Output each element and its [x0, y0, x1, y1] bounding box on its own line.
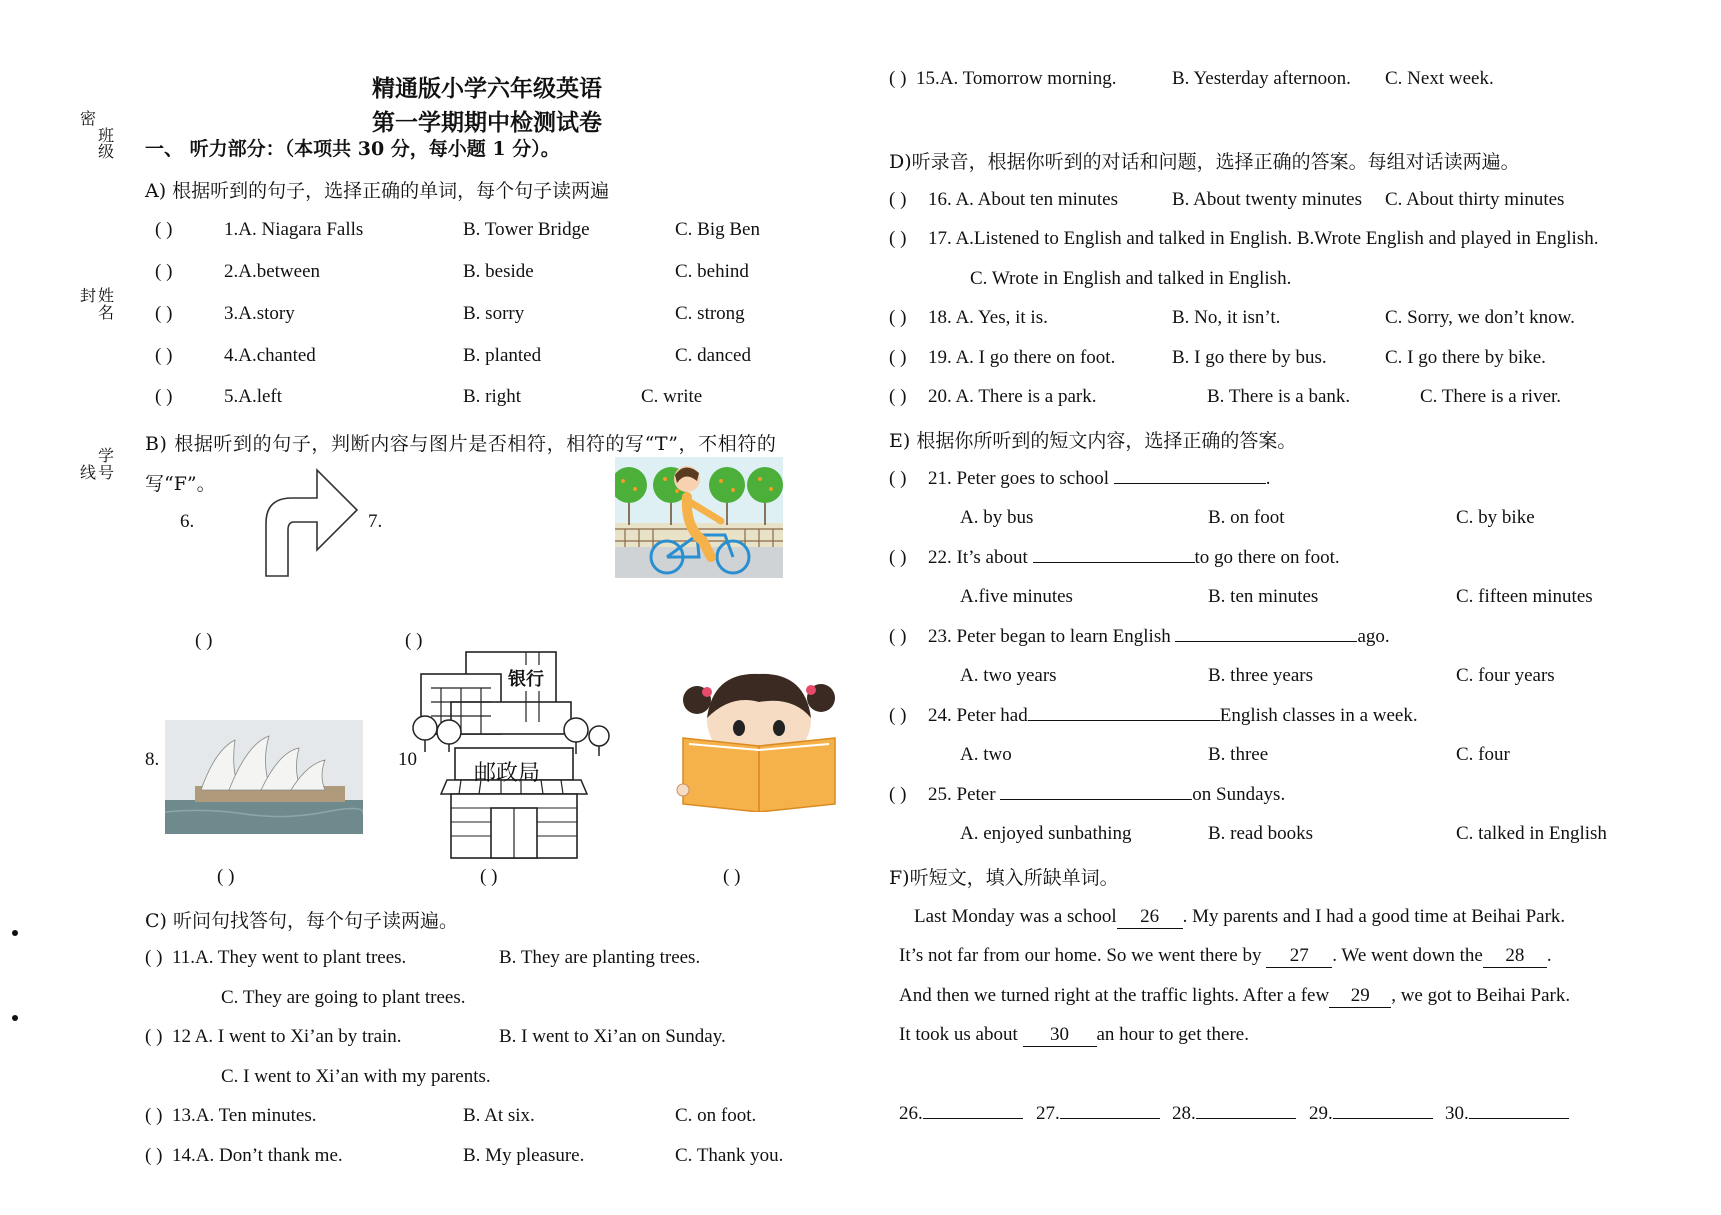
q24-option-b: B. three — [1208, 744, 1269, 765]
q25-blank[interactable] — [1000, 799, 1192, 800]
margin-dot-2 — [12, 1015, 18, 1021]
q3-option-a: 3.A.story — [224, 303, 295, 324]
q18-paren[interactable]: ( ) — [889, 307, 907, 328]
q5-option-c: C. write — [641, 386, 703, 407]
q17-options-ab: 17. A.Listened to English and talked in English. B.Wrote English and played in English. — [928, 228, 1599, 249]
b-num-8: 8. — [145, 749, 160, 770]
b-num-10: 10 — [398, 749, 417, 770]
passage-line-2 — [899, 945, 1552, 968]
q24-paren[interactable]: ( ) — [889, 705, 907, 726]
margin-ban: 班 — [98, 126, 115, 145]
margin-feng: 封 — [80, 286, 97, 305]
girl-riding-bike-picture — [615, 457, 783, 578]
answer-label-28: 28. — [1172, 1103, 1196, 1124]
q22-option-c: C. fifteen minutes — [1456, 586, 1593, 607]
q20-option-c: C. There is a river. — [1420, 386, 1562, 407]
q15-option-b: B. Yesterday afternoon. — [1172, 68, 1351, 89]
q24-option-c: C. four — [1456, 744, 1510, 765]
q5-option-a: 5.A.left — [224, 386, 283, 407]
answer-blank-29[interactable] — [1333, 1118, 1433, 1119]
blank-26[interactable]: 26 — [1117, 906, 1183, 929]
answer-blank-27[interactable] — [1060, 1118, 1160, 1119]
q14-option-b: B. My pleasure. — [463, 1145, 585, 1166]
passage-text: . — [1546, 945, 1552, 966]
answer-label-27: 27. — [1036, 1103, 1060, 1124]
q2-option-b: B. beside — [463, 261, 534, 282]
q16-option-b: B. About twenty minutes — [1172, 189, 1362, 210]
q22-text-end: to go there on foot. — [1194, 547, 1340, 568]
q24-text-end: English classes in a week. — [1219, 705, 1418, 726]
q21-question — [928, 468, 1271, 490]
answer-blank-26[interactable] — [923, 1118, 1023, 1119]
passage-text: It’s not far from our home. So we went there by — [899, 945, 1267, 966]
margin-dot-1 — [12, 930, 18, 936]
answer-label-26: 26. — [899, 1103, 923, 1124]
q20-option-a: 20. A. There is a park. — [928, 386, 1097, 407]
b-paren-7[interactable]: ( ) — [405, 630, 423, 651]
q13-paren[interactable]: ( ) — [145, 1105, 163, 1126]
q25-text: 25. Peter — [928, 784, 1001, 805]
part-c-instruction: C) 听问句找答句，每个句子读两遍。 — [145, 910, 458, 932]
part-b-instruction-2: 写“F”。 — [145, 473, 216, 495]
q25-option-c: C. talked in English — [1456, 823, 1607, 844]
q14-option-c: C. Thank you. — [675, 1145, 784, 1166]
q23-option-c: C. four years — [1456, 665, 1555, 686]
q5-paren[interactable]: ( ) — [155, 386, 173, 407]
q3-option-c: C. strong — [675, 303, 745, 324]
q21-option-b: B. on foot — [1208, 507, 1285, 528]
turn-right-arrow-icon — [262, 468, 362, 578]
title-line-2: 第一学期期中检测试卷 — [372, 109, 602, 136]
passage-text: an hour to get there. — [1096, 1024, 1249, 1045]
q4-option-b: B. planted — [463, 345, 542, 366]
passage-line-1 — [914, 906, 1565, 929]
q18-option-b: B. No, it isn’t. — [1172, 307, 1281, 328]
margin-xing: 姓 — [98, 286, 115, 305]
q25-paren[interactable]: ( ) — [889, 784, 907, 805]
bank-sign: 银行 — [508, 665, 544, 691]
part-d-instruction: D)听录音，根据你听到的对话和问题，选择正确的答案。每组对话读两遍。 — [889, 151, 1520, 173]
blank-30[interactable]: 30 — [1023, 1024, 1097, 1047]
q19-option-b: B. I go there by bus. — [1172, 347, 1327, 368]
q21-period: . — [1265, 468, 1271, 489]
b-paren-8[interactable]: ( ) — [217, 866, 235, 887]
q12-option-b: B. I went to Xi’an on Sunday. — [499, 1026, 726, 1047]
passage-text: , we got to Beihai Park. — [1391, 985, 1571, 1006]
q21-blank[interactable] — [1114, 483, 1266, 484]
part-e-instruction: E) 根据你所听到的短文内容，选择正确的答案。 — [889, 430, 1297, 452]
q23-paren[interactable]: ( ) — [889, 626, 907, 647]
q1-option-b: B. Tower Bridge — [463, 219, 590, 240]
section-listening-heading: 一、 听力部分：（本项共 30 分，每小题 1 分）。 — [145, 138, 560, 160]
q12-option-a: 12 A. I went to Xi’an by train. — [172, 1026, 402, 1047]
answer-30 — [1445, 1103, 1569, 1125]
q22-option-b: B. ten minutes — [1208, 586, 1319, 607]
q3-option-b: B. sorry — [463, 303, 525, 324]
q16-paren[interactable]: ( ) — [889, 189, 907, 210]
q14-option-a: 14.A. Don’t thank me. — [172, 1145, 343, 1166]
q24-blank[interactable] — [1028, 720, 1220, 721]
q24-text: 24. Peter had — [928, 705, 1028, 726]
margin-ji: 级 — [98, 142, 115, 161]
margin-mi: 密 — [80, 109, 97, 128]
q12-paren[interactable]: ( ) — [145, 1026, 163, 1047]
blank-27[interactable]: 27 — [1266, 945, 1332, 968]
q11-paren[interactable]: ( ) — [145, 947, 163, 968]
q11-option-b: B. They are planting trees. — [499, 947, 701, 968]
part-f-instruction: F)听短文，填入所缺单词。 — [889, 867, 1119, 889]
q23-option-b: B. three years — [1208, 665, 1313, 686]
q23-question — [928, 626, 1390, 648]
passage-text: And then we turned right at the traffic lights. After a few — [899, 985, 1330, 1006]
margin-hao: 号 — [98, 463, 115, 482]
q22-text: 22. It’s about — [928, 547, 1033, 568]
answer-29 — [1309, 1103, 1433, 1125]
q23-text: 23. Peter began to learn English — [928, 626, 1176, 647]
part-b-instruction-1: B) 根据听到的句子，判断内容与图片是否相符，相符的写“T”，不相符的 — [145, 433, 777, 455]
q23-blank[interactable] — [1175, 641, 1357, 642]
part-a-instruction: A) 根据听到的句子，选择正确的单词，每个句子读两遍 — [145, 180, 610, 202]
q1-option-c: C. Big Ben — [675, 219, 760, 240]
post-office-sign: 邮政局 — [474, 761, 541, 786]
q24-question — [928, 705, 1418, 727]
b-num-7: 7. — [368, 511, 383, 532]
passage-line-4 — [899, 1024, 1249, 1047]
q21-option-c: C. by bike — [1456, 507, 1535, 528]
q24-option-a: A. two — [960, 744, 1012, 765]
b-num-6: 6. — [180, 511, 195, 532]
q22-option-a: A.five minutes — [960, 586, 1073, 607]
q20-option-b: B. There is a bank. — [1207, 386, 1351, 407]
q12-option-c: C. I went to Xi’an with my parents. — [221, 1066, 491, 1087]
q4-paren[interactable]: ( ) — [155, 345, 173, 366]
q25-option-b: B. read books — [1208, 823, 1314, 844]
blank-29[interactable]: 29 — [1329, 985, 1391, 1008]
q17-option-c: C. Wrote in English and talked in English. — [970, 268, 1292, 289]
q17-paren[interactable]: ( ) — [889, 228, 907, 249]
answer-27 — [1036, 1103, 1160, 1125]
q25-text-end: on Sundays. — [1192, 784, 1286, 805]
q22-paren[interactable]: ( ) — [889, 547, 907, 568]
q1-paren[interactable]: ( ) — [155, 219, 173, 240]
q21-option-a: A. by bus — [960, 507, 1034, 528]
q18-option-c: C. Sorry, we don’t know. — [1385, 307, 1575, 328]
q19-option-c: C. I go there by bike. — [1385, 347, 1546, 368]
sydney-opera-house-picture — [165, 720, 363, 834]
answer-label-29: 29. — [1309, 1103, 1333, 1124]
passage-line-3 — [899, 985, 1570, 1008]
margin-xue: 学 — [98, 446, 115, 465]
answer-blank-28[interactable] — [1196, 1118, 1296, 1119]
q22-blank[interactable] — [1033, 562, 1195, 563]
q16-option-c: C. About thirty minutes — [1385, 189, 1565, 210]
q18-option-a: 18. A. Yes, it is. — [928, 307, 1048, 328]
q15-option-a: 15.A. Tomorrow morning. — [916, 68, 1117, 89]
answer-26 — [899, 1103, 1023, 1125]
q2-option-a: 2.A.between — [224, 261, 321, 282]
q13-option-b: B. At six. — [463, 1105, 535, 1126]
girl-reading-book-picture — [675, 672, 843, 812]
q13-option-a: 13.A. Ten minutes. — [172, 1105, 317, 1126]
answer-28 — [1172, 1103, 1296, 1125]
q5-option-b: B. right — [463, 386, 522, 407]
q21-text: 21. Peter goes to school — [928, 468, 1114, 489]
q2-option-c: C. behind — [675, 261, 749, 282]
q1-option-a: 1.A. Niagara Falls — [224, 219, 364, 240]
passage-text: It took us about — [899, 1024, 1023, 1045]
b-paren-6[interactable]: ( ) — [195, 630, 213, 651]
passage-text: . We went down the — [1332, 945, 1483, 966]
q4-option-a: 4.A.chanted — [224, 345, 316, 366]
q25-question — [928, 784, 1285, 806]
q23-option-a: A. two years — [960, 665, 1057, 686]
b-paren-10[interactable]: ( ) — [480, 866, 498, 887]
q2-paren[interactable]: ( ) — [155, 261, 173, 282]
answer-blank-30[interactable] — [1469, 1118, 1569, 1119]
q23-text-end: ago. — [1357, 626, 1390, 647]
q4-option-c: C. danced — [675, 345, 751, 366]
q13-option-c: C. on foot. — [675, 1105, 757, 1126]
passage-text: . My parents and I had a good time at Beihai Park. — [1182, 906, 1566, 927]
margin-ming: 名 — [98, 303, 115, 322]
q19-paren[interactable]: ( ) — [889, 347, 907, 368]
q15-option-c: C. Next week. — [1385, 68, 1494, 89]
blank-28[interactable]: 28 — [1483, 945, 1547, 968]
q11-option-a: 11.A. They went to plant trees. — [172, 947, 407, 968]
q14-paren[interactable]: ( ) — [145, 1145, 163, 1166]
title-line-1: 精通版小学六年级英语 — [372, 75, 602, 102]
q25-option-a: A. enjoyed sunbathing — [960, 823, 1132, 844]
q19-option-a: 19. A. I go there on foot. — [928, 347, 1116, 368]
q16-option-a: 16. A. About ten minutes — [928, 189, 1118, 210]
answer-label-30: 30. — [1445, 1103, 1469, 1124]
q22-question — [928, 547, 1340, 569]
b-paren-girl[interactable]: ( ) — [723, 866, 741, 887]
q20-paren[interactable]: ( ) — [889, 386, 907, 407]
passage-text: Last Monday was a school — [914, 906, 1117, 927]
q21-paren[interactable]: ( ) — [889, 468, 907, 489]
q3-paren[interactable]: ( ) — [155, 303, 173, 324]
q11-option-c: C. They are going to plant trees. — [221, 987, 466, 1008]
q15-paren[interactable]: ( ) — [889, 68, 907, 89]
margin-xian: 线 — [80, 463, 97, 482]
